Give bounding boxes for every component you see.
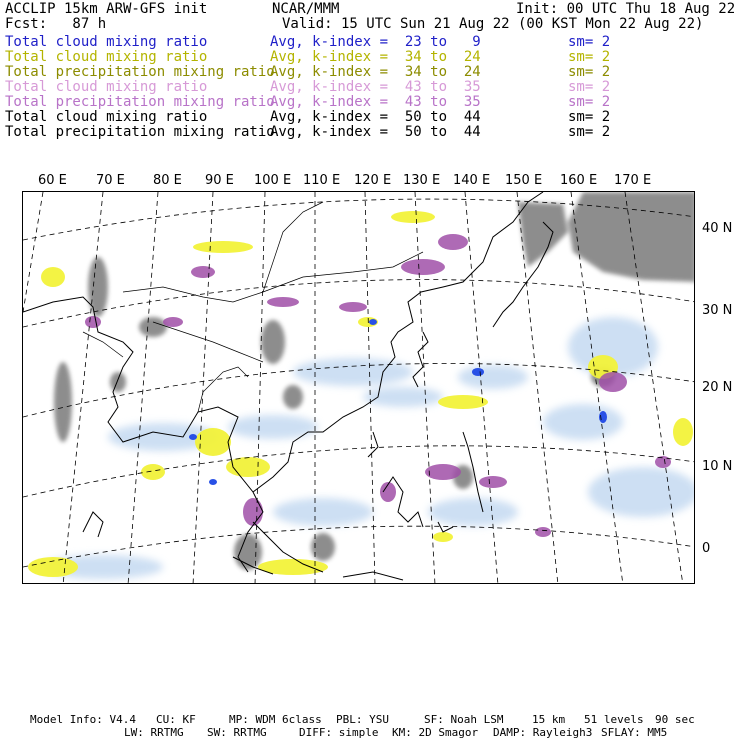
legend-field-label: Total precipitation mixing ratio bbox=[5, 64, 275, 80]
lat-label-10n: 10 N bbox=[702, 459, 733, 474]
legend-k-index-range: Avg, k-index = 34 to 24 bbox=[270, 49, 481, 65]
legend-smoothing: sm= 2 bbox=[568, 34, 611, 50]
lat-label-0: 0 bbox=[702, 541, 711, 556]
forecast-hour: Fcst: 87 h bbox=[5, 16, 107, 32]
lat-label-20n: 20 N bbox=[702, 380, 733, 395]
legend-field-label: Total cloud mixing ratio bbox=[5, 79, 208, 95]
lon-label-160e: 160 E bbox=[560, 173, 598, 188]
footer-model-info: Model Info: V4.4 bbox=[30, 713, 136, 726]
lat-label-30n: 30 N bbox=[702, 303, 733, 318]
footer-km: KM: 2D Smagor bbox=[392, 726, 479, 739]
legend-smoothing: sm= 2 bbox=[568, 79, 611, 95]
lon-label-140e: 140 E bbox=[453, 173, 491, 188]
lon-label-60e: 60 E bbox=[38, 173, 67, 188]
lon-label-130e: 130 E bbox=[403, 173, 441, 188]
legend-smoothing: sm= 2 bbox=[568, 94, 611, 110]
lon-label-90e: 90 E bbox=[205, 173, 234, 188]
lon-label-70e: 70 E bbox=[96, 173, 125, 188]
legend-field-label: Total cloud mixing ratio bbox=[5, 49, 208, 65]
init-time: Init: 00 UTC Thu 18 Aug 22 bbox=[516, 1, 736, 17]
legend-field-label: Total precipitation mixing ratio bbox=[5, 124, 275, 140]
legend-k-index-range: Avg, k-index = 23 to 9 bbox=[270, 34, 481, 50]
lon-label-110e: 110 E bbox=[303, 173, 341, 188]
lon-label-120e: 120 E bbox=[354, 173, 392, 188]
legend-smoothing: sm= 2 bbox=[568, 64, 611, 80]
footer-diff: DIFF: simple bbox=[299, 726, 379, 739]
footer-sw: SW: RRTMG bbox=[207, 726, 267, 739]
legend-k-index-range: Avg, k-index = 43 to 35 bbox=[270, 79, 481, 95]
footer-resolution: 15 km bbox=[532, 713, 566, 726]
footer-levels: 51 levels bbox=[584, 713, 644, 726]
legend-field-label: Total cloud mixing ratio bbox=[5, 109, 208, 125]
model-title: ACCLIP 15km ARW-GFS init bbox=[5, 1, 208, 17]
legend-k-index-range: Avg, k-index = 50 to 44 bbox=[270, 109, 481, 125]
valid-time: Valid: 15 UTC Sun 21 Aug 22 (00 KST Mon 22 Aug 22) bbox=[282, 16, 704, 32]
footer-sflay: SFLAY: MM5 bbox=[601, 726, 668, 739]
map-canvas bbox=[23, 192, 695, 584]
footer-damp: DAMP: Rayleigh3 bbox=[493, 726, 593, 739]
legend-smoothing: sm= 2 bbox=[568, 109, 611, 125]
lat-label-40n: 40 N bbox=[702, 221, 733, 236]
map-panel bbox=[22, 191, 695, 584]
legend-k-index-range: Avg, k-index = 43 to 35 bbox=[270, 94, 481, 110]
organization: NCAR/MMM bbox=[272, 1, 340, 17]
legend-field-label: Total cloud mixing ratio bbox=[5, 34, 208, 50]
lon-label-170e: 170 E bbox=[614, 173, 652, 188]
footer-lw: LW: RRTMG bbox=[124, 726, 184, 739]
footer-timestep: 90 sec bbox=[655, 713, 695, 726]
footer-mp: MP: WDM 6class bbox=[229, 713, 322, 726]
lon-label-100e: 100 E bbox=[254, 173, 292, 188]
footer-sf: SF: Noah LSM bbox=[424, 713, 504, 726]
legend-smoothing: sm= 2 bbox=[568, 124, 611, 140]
lon-label-80e: 80 E bbox=[153, 173, 182, 188]
footer-cu: CU: KF bbox=[156, 713, 196, 726]
legend-smoothing: sm= 2 bbox=[568, 49, 611, 65]
footer-pbl: PBL: YSU bbox=[336, 713, 389, 726]
legend-k-index-range: Avg, k-index = 34 to 24 bbox=[270, 64, 481, 80]
legend-k-index-range: Avg, k-index = 50 to 44 bbox=[270, 124, 481, 140]
legend-field-label: Total precipitation mixing ratio bbox=[5, 94, 275, 110]
lon-label-150e: 150 E bbox=[505, 173, 543, 188]
